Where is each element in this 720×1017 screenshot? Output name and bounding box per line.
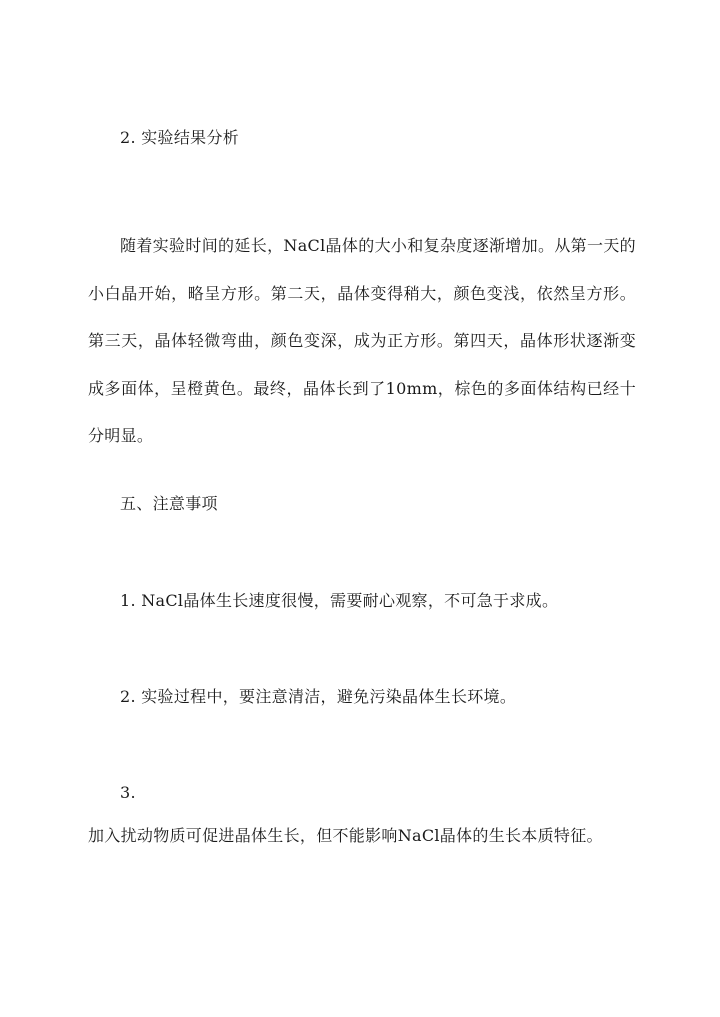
note-item-2: 2. 实验过程中，要注意清洁，避免污染晶体生长环境。: [120, 687, 517, 706]
notes-heading: 五、注意事项: [120, 494, 218, 513]
result-heading: 2. 实验结果分析: [120, 128, 240, 147]
result-paragraph: 随着实验时间的延长，NaCl晶体的大小和复杂度逐渐增加。从第一天的小白晶开始，略呈方形。第二天，晶体变得稍大，颜色变浅，依然呈方形。第三天，晶体轻微弯曲，颜色变深，成为正方形。第四天，晶体形状逐渐变成多面体，呈橙黄色。最终，晶体长到了10mm，棕色的多面体结构已经十分明显。: [88, 236, 636, 445]
note-item-1: 1. NaCl晶体生长速度很慢，需要耐心观察，不可急于求成。: [120, 591, 559, 610]
note-item-3-number: 3.: [120, 783, 136, 802]
note-item-3-text: 加入扰动物质可促进晶体生长，但不能影响NaCl晶体的生长本质特征。: [88, 826, 603, 845]
